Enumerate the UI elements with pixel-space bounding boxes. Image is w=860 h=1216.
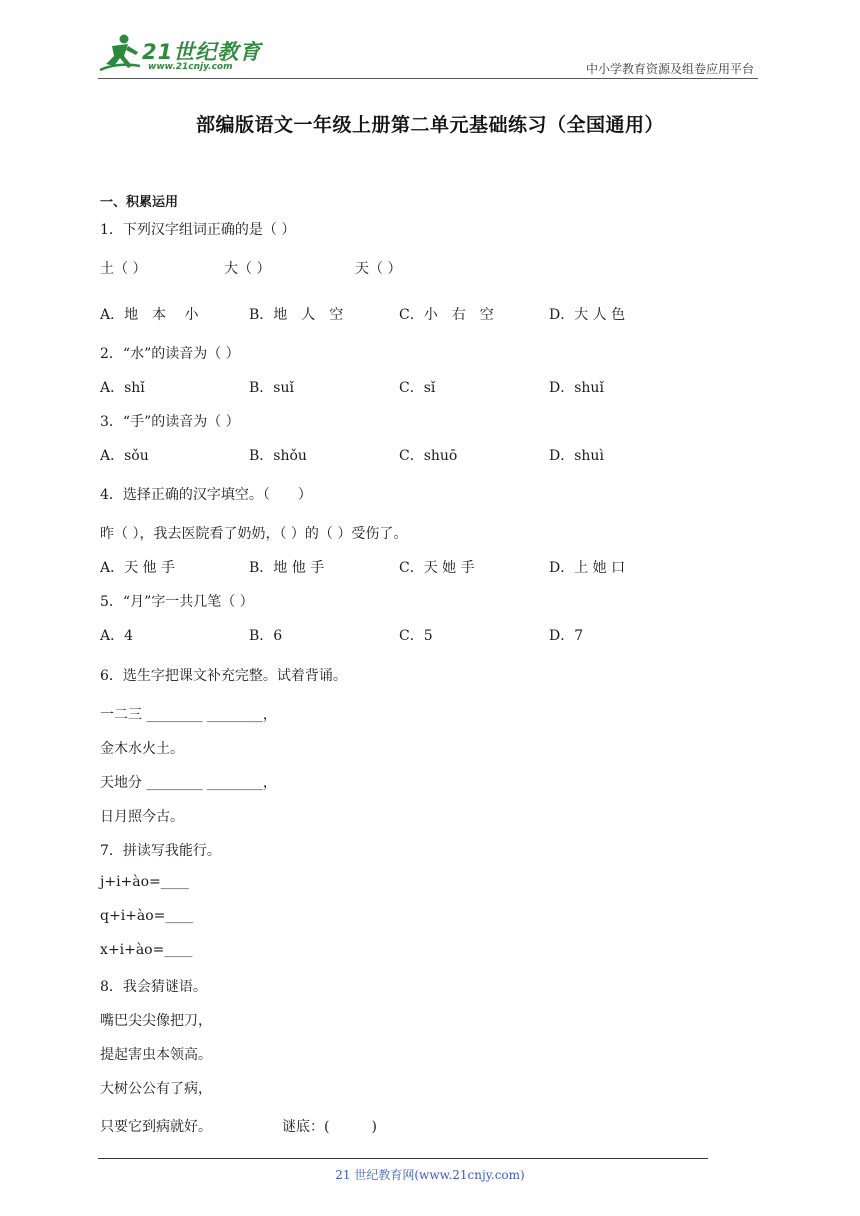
q4-option-d: D．上 她 口: [549, 560, 626, 576]
q4-option-c: C．天 她 手: [399, 560, 475, 576]
q1-option-d: D．大 人 色: [549, 307, 626, 323]
q3-option-c: C．shuō: [399, 448, 458, 464]
question-3-stem: 3．“手”的读音为（ ）: [100, 414, 240, 430]
q5-option-c: C．5: [399, 628, 433, 644]
page-footer: 21 世纪教育网(www.21cnjy.com): [335, 1168, 525, 1182]
q1-blank-1: 土（ ）: [100, 261, 147, 277]
q2-option-a: A．shǐ: [100, 380, 145, 396]
q2-option-b: B．suǐ: [249, 380, 294, 396]
q1-option-c: C．小 右 空: [399, 307, 494, 323]
q4-option-a: A．天 他 手: [100, 560, 176, 576]
site-logo: [98, 30, 268, 76]
q8-riddle-line-3: 大树公公有了病，: [100, 1081, 212, 1097]
q3-option-d: D．shuì: [549, 448, 604, 464]
footer-divider: [98, 1158, 708, 1159]
page-header: [98, 30, 758, 80]
question-7-stem: 7．拼读写我能行。: [100, 843, 221, 859]
q8-answer-label: 谜底：( ): [282, 1119, 377, 1135]
q1-blank-3: 天（ ）: [355, 261, 402, 277]
q1-option-a: A．地 本 小: [100, 307, 199, 323]
q6-line-4: 日月照今古。: [100, 809, 184, 825]
runner-icon: [98, 32, 142, 76]
page-title: 部编版语文一年级上册第二单元基础练习（全国通用）: [195, 114, 664, 136]
section-heading: 一、积累运用: [100, 195, 179, 210]
header-divider: [98, 78, 758, 79]
q7-line-1: j+i+ào=____: [100, 874, 189, 890]
question-4-stem: 4．选择正确的汉字填空。（ ）: [100, 487, 312, 503]
q6-line-3: 天地分 ________ ________，: [100, 775, 277, 791]
q8-riddle-line-1: 嘴巴尖尖像把刀，: [100, 1013, 212, 1029]
logo-text: 21世纪教育: [142, 40, 262, 64]
q6-line-1: 一二三 ________ ________，: [100, 707, 277, 723]
q3-option-a: A．sǒu: [100, 448, 149, 464]
question-5-stem: 5．“月”字一共几笔（ ）: [100, 594, 254, 610]
question-1-stem: 1．下列汉字组词正确的是（ ）: [100, 222, 296, 238]
header-platform-text: 中小学教育资源及组卷应用平台: [585, 62, 754, 76]
q8-riddle-line-2: 提起害虫本领高。: [100, 1047, 212, 1063]
q7-line-3: x+i+ào=____: [100, 942, 193, 958]
q5-option-d: D．7: [549, 628, 584, 644]
q5-option-a: A．4: [100, 628, 134, 644]
q6-line-2: 金木水火土。: [100, 741, 184, 757]
q2-option-c: C．sǐ: [399, 380, 436, 396]
question-2-stem: 2．“水”的读音为（ ）: [100, 346, 240, 362]
q4-sentence: 昨（ ），我去医院看了奶奶，（ ）的（ ）受伤了。: [100, 526, 408, 542]
q1-option-b: B．地 人 空: [249, 307, 344, 323]
question-6-stem: 6．选生字把课文补充完整。试着背诵。: [100, 668, 347, 684]
q1-blank-2: 大（ ）: [224, 261, 271, 277]
q3-option-b: B．shǒu: [249, 448, 307, 464]
logo-url: www.21cnjy.com: [148, 62, 233, 72]
q7-line-2: q+i+ào=____: [100, 908, 194, 924]
q2-option-d: D．shuǐ: [549, 380, 604, 396]
q4-option-b: B．地 他 手: [249, 560, 325, 576]
q8-riddle-line-4: 只要它到病就好。: [100, 1119, 212, 1135]
q5-option-b: B．6: [249, 628, 283, 644]
question-8-stem: 8．我会猜谜语。: [100, 979, 207, 995]
